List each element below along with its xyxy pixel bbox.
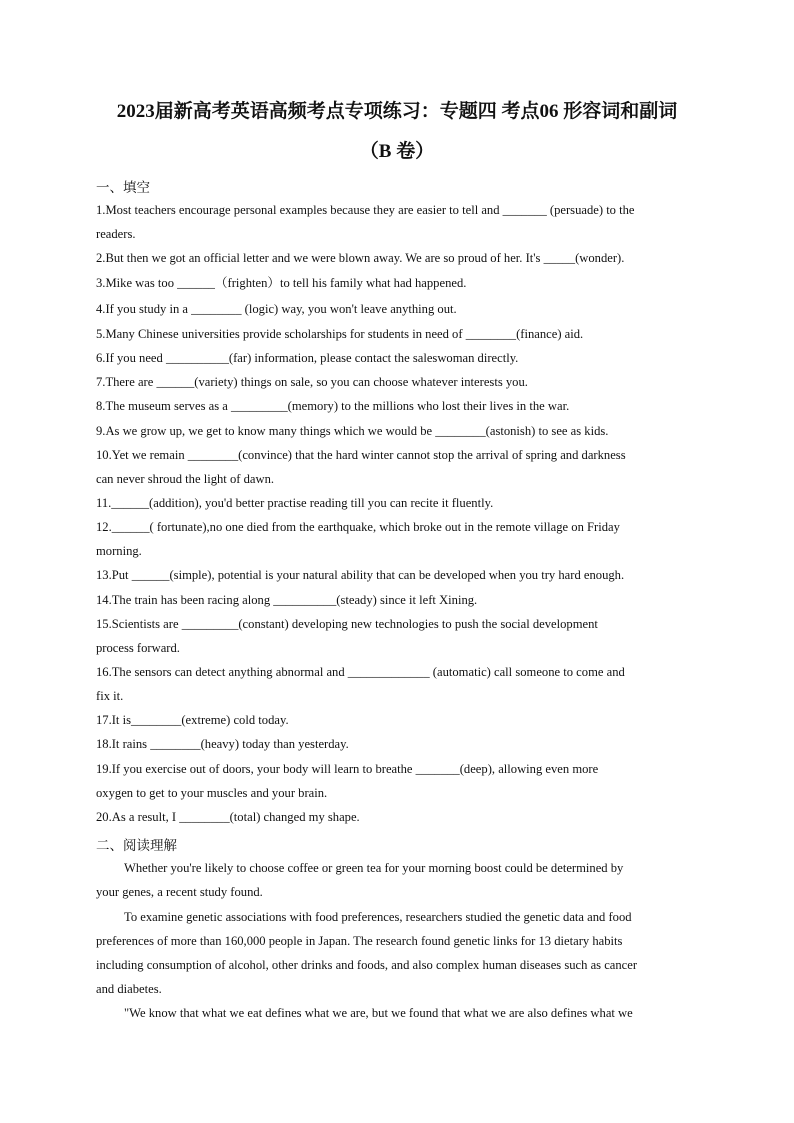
- reading-line: Whether you're likely to choose coffee or green tea for your morning boost could be determined by: [124, 861, 624, 875]
- question-line: 4.If you study in a ________ (logic) way, you won't leave anything out.: [96, 302, 457, 316]
- question-line: 13.Put ______(simple), potential is your natural ability that can be developed when you try hard enough.: [96, 568, 625, 582]
- question-line: 10.Yet we remain ________(convince) that the hard winter cannot stop the arrival of spring and darkness: [96, 448, 626, 462]
- question-line: 18.It rains ________(heavy) today than yesterday.: [96, 737, 349, 751]
- question-line: 14.The train has been racing along __________(steady) since it left Xining.: [96, 593, 478, 607]
- question-line: can never shroud the light of dawn.: [96, 472, 275, 486]
- question-line: process forward.: [96, 641, 180, 655]
- question-line: 20.As a result, I ________(total) changed my shape.: [96, 810, 360, 824]
- reading-line: preferences of more than 160,000 people in Japan. The research found genetic links for 13 dietary habits: [96, 934, 623, 948]
- page-title: 2023届新高考英语高频考点专项练习：专题四 考点06 形容词和副词: [116, 101, 678, 122]
- question-line: 15.Scientists are _________(constant) developing new technologies to push the social development: [96, 617, 598, 631]
- question-line: 17.It is________(extreme) cold today.: [96, 713, 289, 727]
- question-line: fix it.: [96, 689, 124, 703]
- question-line: 8.The museum serves as a _________(memory) to the millions who lost their lives in the war.: [96, 399, 570, 413]
- question-line: 19.If you exercise out of doors, your body will learn to breathe _______(deep), allowing even more: [96, 762, 599, 776]
- question-line: 16.The sensors can detect anything abnormal and _____________ (automatic) call someone to come and: [96, 665, 625, 679]
- reading-line: "We know that what we eat defines what we are, but we found that what we are also defines what we: [124, 1006, 633, 1020]
- question-line: 2.But then we got an official letter and we were blown away. We are so proud of her. It's _____(wonder).: [96, 251, 625, 265]
- question-line: 5.Many Chinese universities provide scholarships for students in need of ________(finance) aid.: [96, 327, 584, 341]
- reading-line: your genes, a recent study found.: [96, 885, 263, 899]
- question-line: oxygen to get to your muscles and your brain.: [96, 786, 328, 800]
- reading-line: To examine genetic associations with food preferences, researchers studied the genetic data and food: [124, 910, 632, 924]
- question-line: 7.There are ______(variety) things on sale, so you can choose whatever interests you.: [96, 375, 528, 389]
- section-heading-reading: 二、阅读理解: [96, 838, 177, 853]
- question-line: 3.Mike was too ______（frighten）to tell his family what had happened.: [96, 276, 467, 290]
- reading-line: and diabetes.: [96, 982, 162, 996]
- question-line: 9.As we grow up, we get to know many things which we would be ________(astonish) to see as kids.: [96, 424, 609, 438]
- page-subtitle: （B 卷）: [359, 141, 435, 162]
- section-heading-fill-blank: 一、填空: [96, 180, 150, 195]
- question-line: 12.______( fortunate),no one died from the earthquake, which broke out in the remote village on Friday: [96, 520, 620, 534]
- reading-line: including consumption of alcohol, other drinks and foods, and also complex human diseases such as cancer: [96, 958, 638, 972]
- question-line: readers.: [96, 227, 136, 241]
- question-line: 11.______(addition), you'd better practise reading till you can recite it fluently.: [96, 496, 494, 510]
- question-line: 6.If you need __________(far) information, please contact the saleswoman directly.: [96, 351, 519, 365]
- question-line: morning.: [96, 544, 142, 558]
- question-line: 1.Most teachers encourage personal examples because they are easier to tell and _______ (persuade) to the: [96, 203, 635, 217]
